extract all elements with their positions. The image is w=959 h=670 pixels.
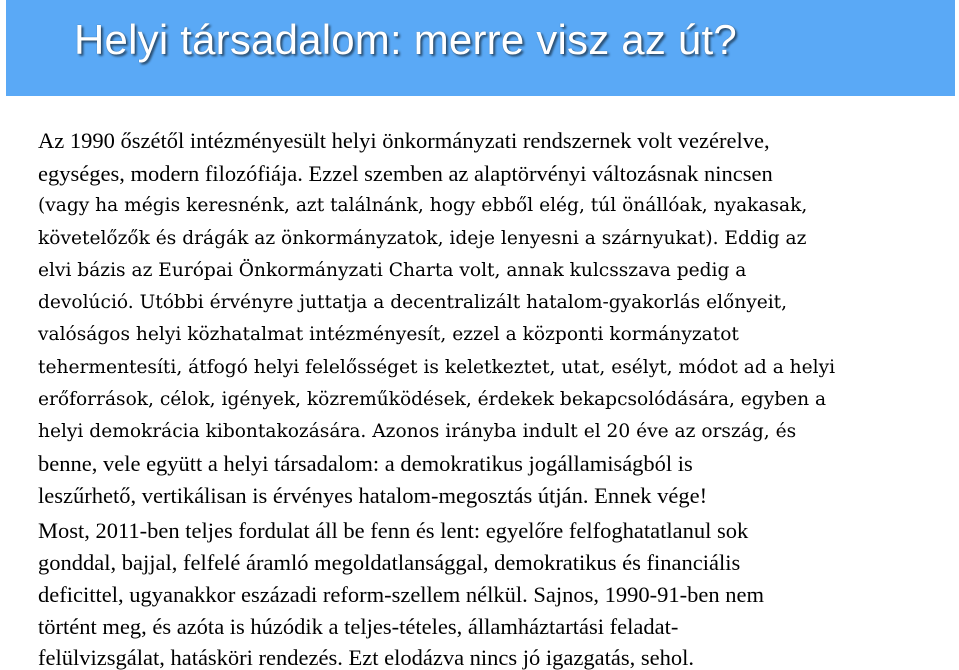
body-line-11: benne, vele együtt a helyi társadalom: a demokratikus jogállamiságból is <box>38 451 693 476</box>
body-line-16: történt meg, és azóta is húzódik a teljes-tételes, államháztartási feladat- <box>38 614 679 639</box>
body-line-10: helyi demokrácia kibontakozására. Azonos irányba indult el 20 éve az ország, és <box>38 421 797 442</box>
body-line-12: leszűrhető, vertikálisan is érvényes hatalom-megosztás útján. Ennek vége! <box>38 483 708 508</box>
body-line-13: Most, 2011-ben teljes fordulat áll be fenn és lent: egyelőre felfoghatatlanul sok <box>38 518 749 543</box>
title-bar <box>6 0 955 96</box>
slide-title: Helyi társadalom: merre visz az út? <box>74 16 737 63</box>
body-line-14: gonddal, bajjal, felfelé áramló megoldatlansággal, demokratikus és financiális <box>38 550 741 575</box>
body-line-6: devolúció. Utóbbi érvényre juttatja a decentralizált hatalom-gyakorlás előnyeit, <box>38 292 788 313</box>
body-line-2: egységes, modern filozófiája. Ezzel szemben az alaptörvényi változásnak nincsen <box>38 161 773 186</box>
body-line-3: (vagy ha mégis keresnénk, azt találnánk, hogy ebből elég, túl önállóak, nyakasak, <box>38 195 808 216</box>
body-line-5: elvi bázis az Európai Önkormányzati Charta volt, annak kulcsszava pedig a <box>38 260 747 281</box>
body-line-17: felülvizsgálat, hatásköri rendezés. Ezt elodázva nincs jó igazgatás, sehol. <box>38 645 694 670</box>
body-line-9: erőforrások, célok, igények, közreműködések, érdekek bekapcsolódására, egyben a <box>38 389 827 410</box>
body-line-7: valóságos helyi közhatalmat intézményesít, ezzel a központi kormányzatot <box>38 324 739 345</box>
body-line-15: deficittel, ugyanakkor eszázadi reform-szellem nélkül. Sajnos, 1990-91-ben nem <box>38 582 764 607</box>
body-line-1: Az 1990 őszétől intézményesült helyi önkormányzati rendszernek volt vezérelve, <box>38 128 770 153</box>
body-line-4: követelőzők és drágák az önkormányzatok, ideje lenyesni a szárnyukat). Eddig az <box>38 228 807 249</box>
body-line-8: tehermentesíti, átfogó helyi felelősséget is keletkeztet, utat, esélyt, módot ad a helyi <box>38 357 836 378</box>
